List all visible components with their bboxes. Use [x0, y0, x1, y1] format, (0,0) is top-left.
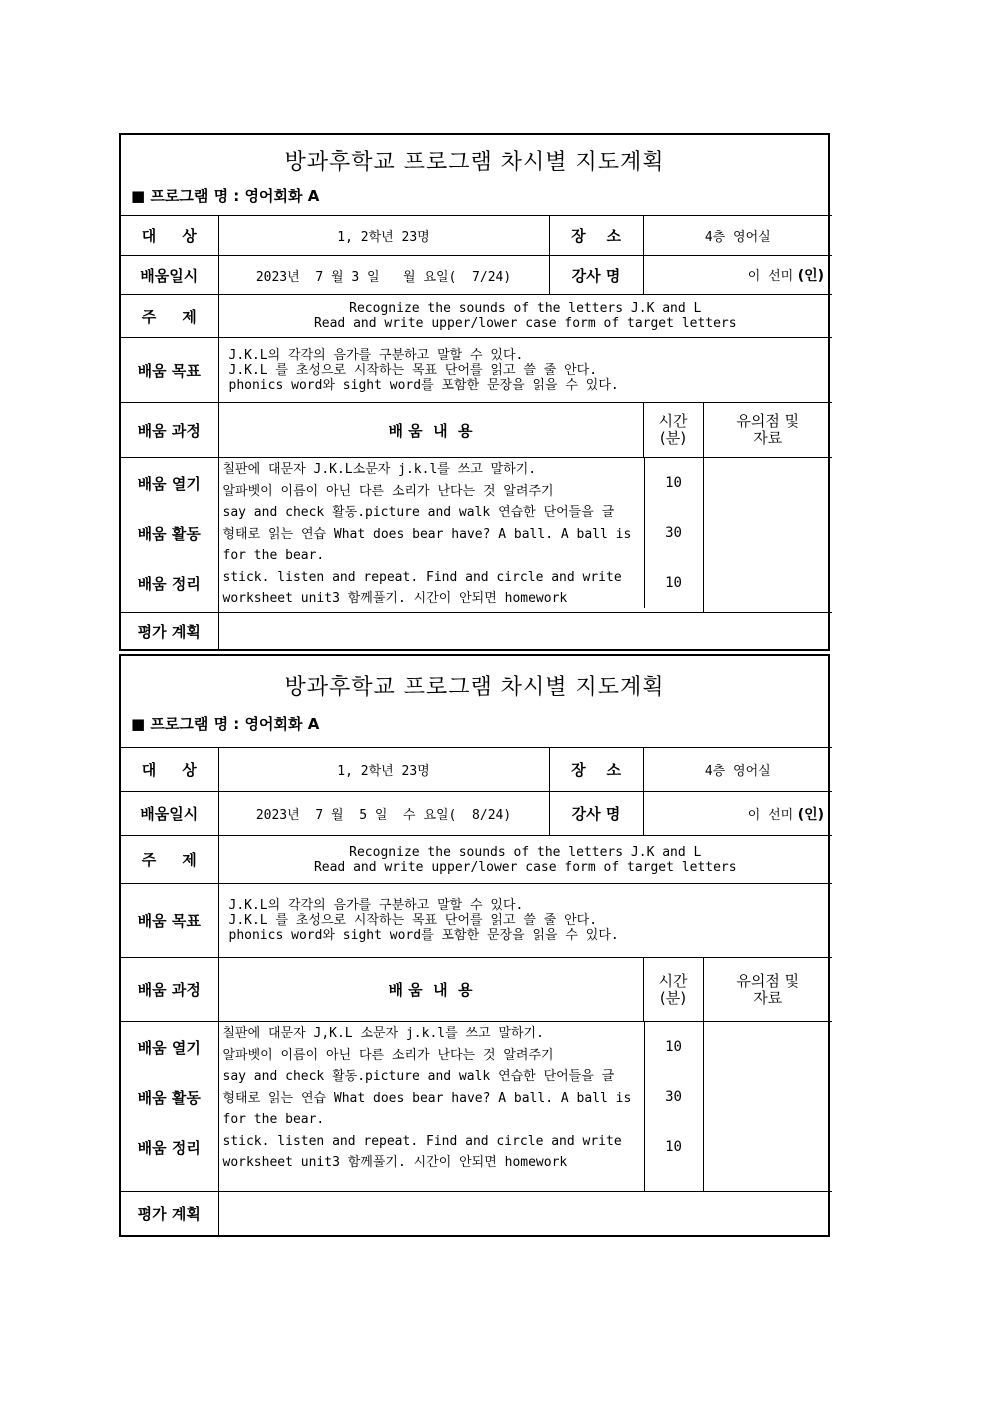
stage-cell [121, 1022, 218, 1192]
goal-cell [218, 338, 832, 403]
goal-label: 배움 목표 [121, 338, 218, 403]
teacher-cell [643, 256, 832, 295]
date-label: 배움일시 [121, 256, 218, 295]
plan-table [121, 747, 832, 1236]
goal-label: 배움 목표 [121, 884, 218, 958]
goal-line: J.K.L 를 초성으로 시작하는 목표 단어를 읽고 쓸 줄 안다. [228, 362, 598, 378]
goal-line: J.K.L 를 초성으로 시작하는 목표 단어를 읽고 쓸 줄 안다. [228, 913, 598, 928]
target-label: 대 상 [121, 748, 218, 792]
place-value: 4층 영어실 [643, 748, 832, 792]
note-header-line: 유의점 및 [736, 971, 800, 990]
note-header [703, 403, 832, 458]
topic-line: Read and write upper/lower case form of target letters [313, 859, 737, 875]
time-header [643, 958, 703, 1022]
stage-wrapup: 배움 정리 [137, 1138, 201, 1157]
topic-line: Recognize the sounds of the letters J.K and L [349, 301, 702, 316]
topic-line: Recognize the sounds of the letters J.K and L [349, 844, 702, 860]
plan-header [121, 135, 828, 215]
stage-wrapup: 배움 정리 [137, 574, 201, 593]
time-column [644, 458, 704, 608]
goal-line: phonics word와 sight word를 포함한 문장을 읽을 수 있다. [228, 928, 619, 943]
topic-line: Read and write upper/lower case form of target letters [313, 316, 737, 331]
process-row [121, 458, 832, 613]
content-line: 칠판에 대문자 J,K.L 소문자 j.k.l를 쓰고 말하기. [222, 1026, 544, 1041]
lesson-plan-2 [119, 654, 830, 1237]
content-line: stick. listen and repeat. Find and circle and write [222, 1133, 622, 1149]
time-header-line: 시간 [658, 412, 688, 430]
place-label: 장 소 [549, 216, 643, 256]
content-line: say and check 활동.picture and walk 연습한 단어들을 글 [222, 505, 615, 520]
eval-label: 평가 계획 [121, 613, 218, 650]
eval-value [218, 1192, 832, 1236]
goal-cell [218, 884, 832, 958]
goal-line: J.K.L의 각각의 음가를 구분하고 말할 수 있다. [228, 898, 524, 913]
note-cell [665, 458, 832, 613]
content-line: for the bear. [222, 1112, 325, 1127]
stage-activity: 배움 활동 [137, 1088, 201, 1107]
teacher-cell [643, 792, 832, 836]
topic-cell [218, 836, 832, 884]
eval-row [121, 1192, 832, 1236]
time-header [643, 403, 703, 458]
time-open: 10 [665, 475, 682, 491]
content-header: 배 움 내 용 [218, 403, 643, 458]
content-line: stick. listen and repeat. Find and circle and write [222, 569, 622, 585]
plan-table [121, 215, 832, 650]
eval-row [121, 613, 832, 650]
process-header-row [121, 403, 832, 458]
topic-row [121, 295, 832, 338]
place-value: 4층 영어실 [643, 216, 832, 256]
stage-open: 배움 열기 [137, 474, 201, 493]
program-name: ■ 프로그램 명 : 영어회화 A [131, 187, 320, 205]
eval-value [218, 613, 832, 650]
time-column [644, 1022, 704, 1191]
process-header-row [121, 958, 832, 1022]
time-header-line: (분) [659, 429, 687, 447]
content-cell [218, 1022, 703, 1192]
process-header: 배움 과정 [121, 403, 218, 458]
teacher-value: 이 선미 [747, 269, 794, 284]
time-header-line: (분) [659, 988, 687, 1007]
time-header-line: 시간 [658, 971, 688, 990]
content-line: 형태로 읽는 연습 What does bear have? A ball. A ball is [222, 526, 632, 542]
topic-label: 주 제 [121, 836, 218, 884]
time-wrapup: 10 [665, 1139, 682, 1155]
content-line: 알파벳이 이름이 아닌 다른 소리가 난다는 것 알려주기 [222, 1047, 554, 1063]
date-value: 2023년 7 월 3 일 월 요일( 7/24) [218, 256, 549, 295]
note-header-line: 유의점 및 [736, 412, 800, 430]
lesson-plan-1 [119, 133, 830, 651]
goal-line: J.K.L의 각각의 음가를 구분하고 말할 수 있다. [228, 347, 524, 363]
teacher-value: 이 선미 [747, 807, 794, 823]
date-row [121, 256, 832, 295]
note-cell [665, 1022, 832, 1192]
topic-row [121, 836, 832, 884]
plan-header [121, 656, 828, 747]
content-line: 형태로 읽는 연습 What does bear have? A ball. A ball is [222, 1090, 632, 1106]
content-line: worksheet unit3 함께풀기. 시간이 안되면 homework [222, 591, 568, 606]
date-row [121, 792, 832, 836]
topic-cell [218, 295, 832, 338]
time-activity: 30 [665, 525, 682, 541]
content-line: worksheet unit3 함께풀기. 시간이 안되면 homework [222, 1155, 568, 1170]
date-value: 2023년 7 월 5 일 수 요일( 8/24) [218, 792, 549, 836]
target-value: 1, 2학년 23명 [218, 748, 549, 792]
process-header: 배움 과정 [121, 958, 218, 1022]
time-wrapup: 10 [665, 575, 682, 591]
note-header [703, 958, 832, 1022]
target-value: 1, 2학년 23명 [218, 216, 549, 256]
note-header-line: 자료 [753, 429, 783, 447]
stage-cell [121, 458, 218, 613]
goal-line: phonics word와 sight word를 포함한 문장을 읽을 수 있다. [228, 377, 619, 393]
content-line: 알파벳이 이름이 아닌 다른 소리가 난다는 것 알려주기 [222, 483, 554, 499]
time-open: 10 [665, 1039, 682, 1055]
content-line: 칠판에 대문자 J.K.L소문자 j.k.l를 쓰고 말하기. [222, 462, 537, 477]
plan-title: 방과후학교 프로그램 차시별 지도계획 [284, 675, 665, 700]
goal-row [121, 884, 832, 958]
topic-label: 주 제 [121, 295, 218, 338]
seal-mark: (인) [797, 268, 825, 284]
stage-open: 배움 열기 [137, 1038, 201, 1057]
stage-activity: 배움 활동 [137, 524, 201, 543]
teacher-label: 강사 명 [549, 792, 643, 836]
content-line: say and check 활동.picture and walk 연습한 단어들을 글 [222, 1069, 615, 1084]
plan-title: 방과후학교 프로그램 차시별 지도계획 [284, 150, 665, 175]
content-header: 배 움 내 용 [218, 958, 643, 1022]
teacher-label: 강사 명 [549, 256, 643, 295]
time-activity: 30 [665, 1089, 682, 1105]
content-line: for the bear. [222, 548, 325, 563]
place-label: 장 소 [549, 748, 643, 792]
note-header-line: 자료 [753, 988, 783, 1007]
goal-row [121, 338, 832, 403]
target-row [121, 748, 832, 792]
target-row [121, 216, 832, 256]
seal-mark: (인) [797, 806, 825, 823]
date-label: 배움일시 [121, 792, 218, 836]
process-row [121, 1022, 832, 1192]
program-name: ■ 프로그램 명 : 영어회화 A [131, 715, 320, 733]
target-label: 대 상 [121, 216, 218, 256]
content-cell [218, 458, 703, 613]
eval-label: 평가 계획 [121, 1192, 218, 1236]
